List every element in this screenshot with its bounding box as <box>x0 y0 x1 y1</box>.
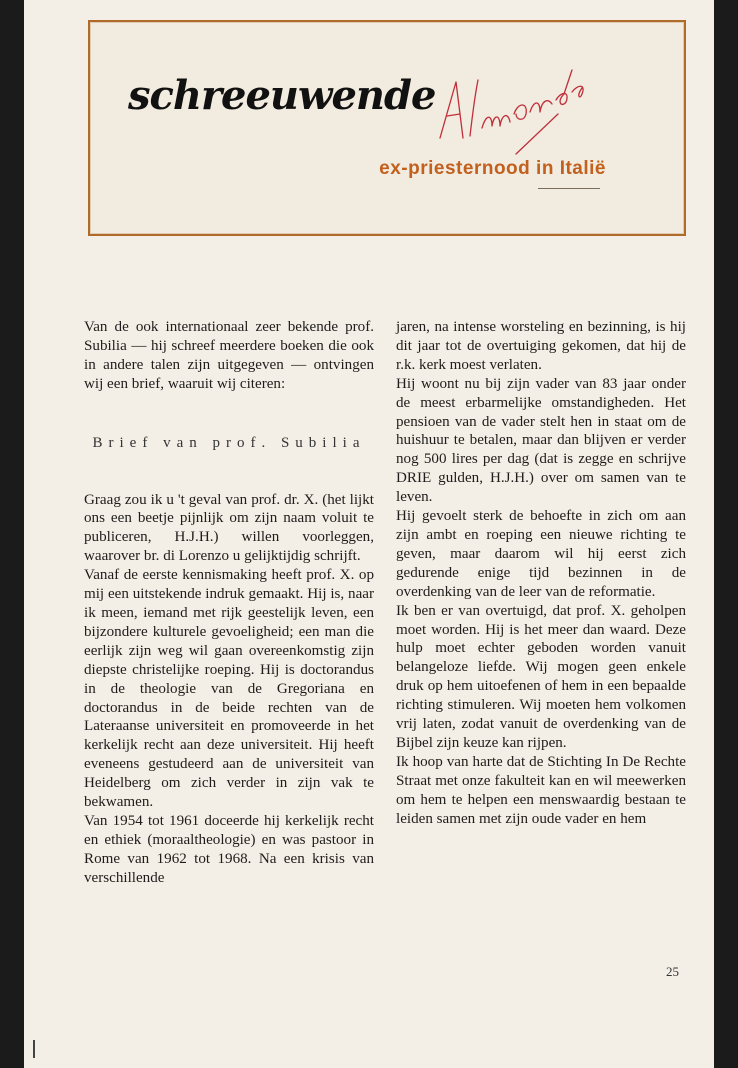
body-paragraph: Graag zou ik u 't geval van prof. dr. X. (het lijkt ons een beetje pijnlijk om zijn naam voluit te publiceren, H.J.H.) willen voorleggen, waarover br. di Lorenzo u gelijktijdig schrijft. <box>84 491 374 565</box>
body-paragraph: Vanaf de eerste kennismaking heeft prof. X. op mij een uitstekende indruk gemaakt. Hij is, naar ik meen, iemand met rijk geestelijk leven, een bijzondere kulturele gevoeligheid; een man die eerlijk zijn weg wil gaan overeenkomstig zijn diepste christelijke roeping. Hij is doctorandus in de theologie van de Gregoriana en doctorandus in de beide rechten van de Lateraanse universiteit en promoveerde in het kerkelijk recht aan deze universiteit. Hij heeft eveneens gestudeerd aan de universiteit van Heidelberg om zich verder in zijn vak te bekwamen. <box>84 567 374 811</box>
article-subtitle: ex-priesternood in Italië <box>379 158 606 179</box>
column-right <box>396 318 686 828</box>
subtitle-rule <box>538 188 600 189</box>
handwritten-annotation <box>430 30 630 160</box>
column-left <box>84 318 374 888</box>
page-number: 25 <box>666 964 679 979</box>
intro-paragraph: Van de ook internationaal zeer bekende prof. Subilia — hij schreef meerdere boeken die ook in andere talen zijn uitgegeven — ontvingen wij een brief, waaruit wij citeren: <box>84 319 374 392</box>
letter-heading: Brief van prof. Subilia <box>92 434 366 451</box>
header-frame <box>88 20 686 236</box>
scan-edge-mark <box>33 1040 35 1058</box>
body-paragraph: Ik ben er van overtuigd, dat prof. X. geholpen moet worden. Hij is het meer dan waard. Deze hulp moet echter geboden worden vanuit belangeloze liefde. Wij mogen geen enkele druk op hem uitoefenen of hem in een bepaalde richting stimuleren. Wij moeten hem volkomen vrij laten, zodat vanuit de overdenking van de Bijbel zijn keuze kan rijpen. <box>396 602 686 751</box>
body-paragraph: Van 1954 tot 1961 doceerde hij kerkelijk recht en ethiek (moraaltheologie) en was pastoor in Rome van 1962 tot 1968. Na een krisis van verschillende <box>84 812 374 886</box>
body-paragraph: Hij woont nu bij zijn vader van 83 jaar onder de meest erbarmelijke omstandigheden. Het pensioen van de vader stelt hen in staat om de huishuur te betalen, maar dan blijven er verder nog 500 lires per dag (dat is zegge en schrijve DRIE gulden, H.J.H.) over om samen van te leven. <box>396 375 686 506</box>
article-title: schreeuwende <box>128 72 436 119</box>
body-paragraph: Hij gevoelt sterk de behoefte in zich om aan zijn ambt en roeping een nieuwe richting te geven, maar daarom wil hij eerst zich gedurende enige tijd bezinnen in de overdenking van de leer van de reformatie. <box>396 508 686 600</box>
body-paragraph: Ik hoop van harte dat de Stichting In De Rechte Straat met onze fakulteit kan en wil meewerken om hem te helpen een menswaardig bestaan te leiden samen met zijn oude vader en hem <box>396 753 686 827</box>
page <box>24 0 714 1068</box>
body-paragraph: jaren, na intense worsteling en bezinning, is hij dit jaar tot de overtuiging gekomen, dat hij de r.k. kerk moest verlaten. <box>396 319 686 373</box>
